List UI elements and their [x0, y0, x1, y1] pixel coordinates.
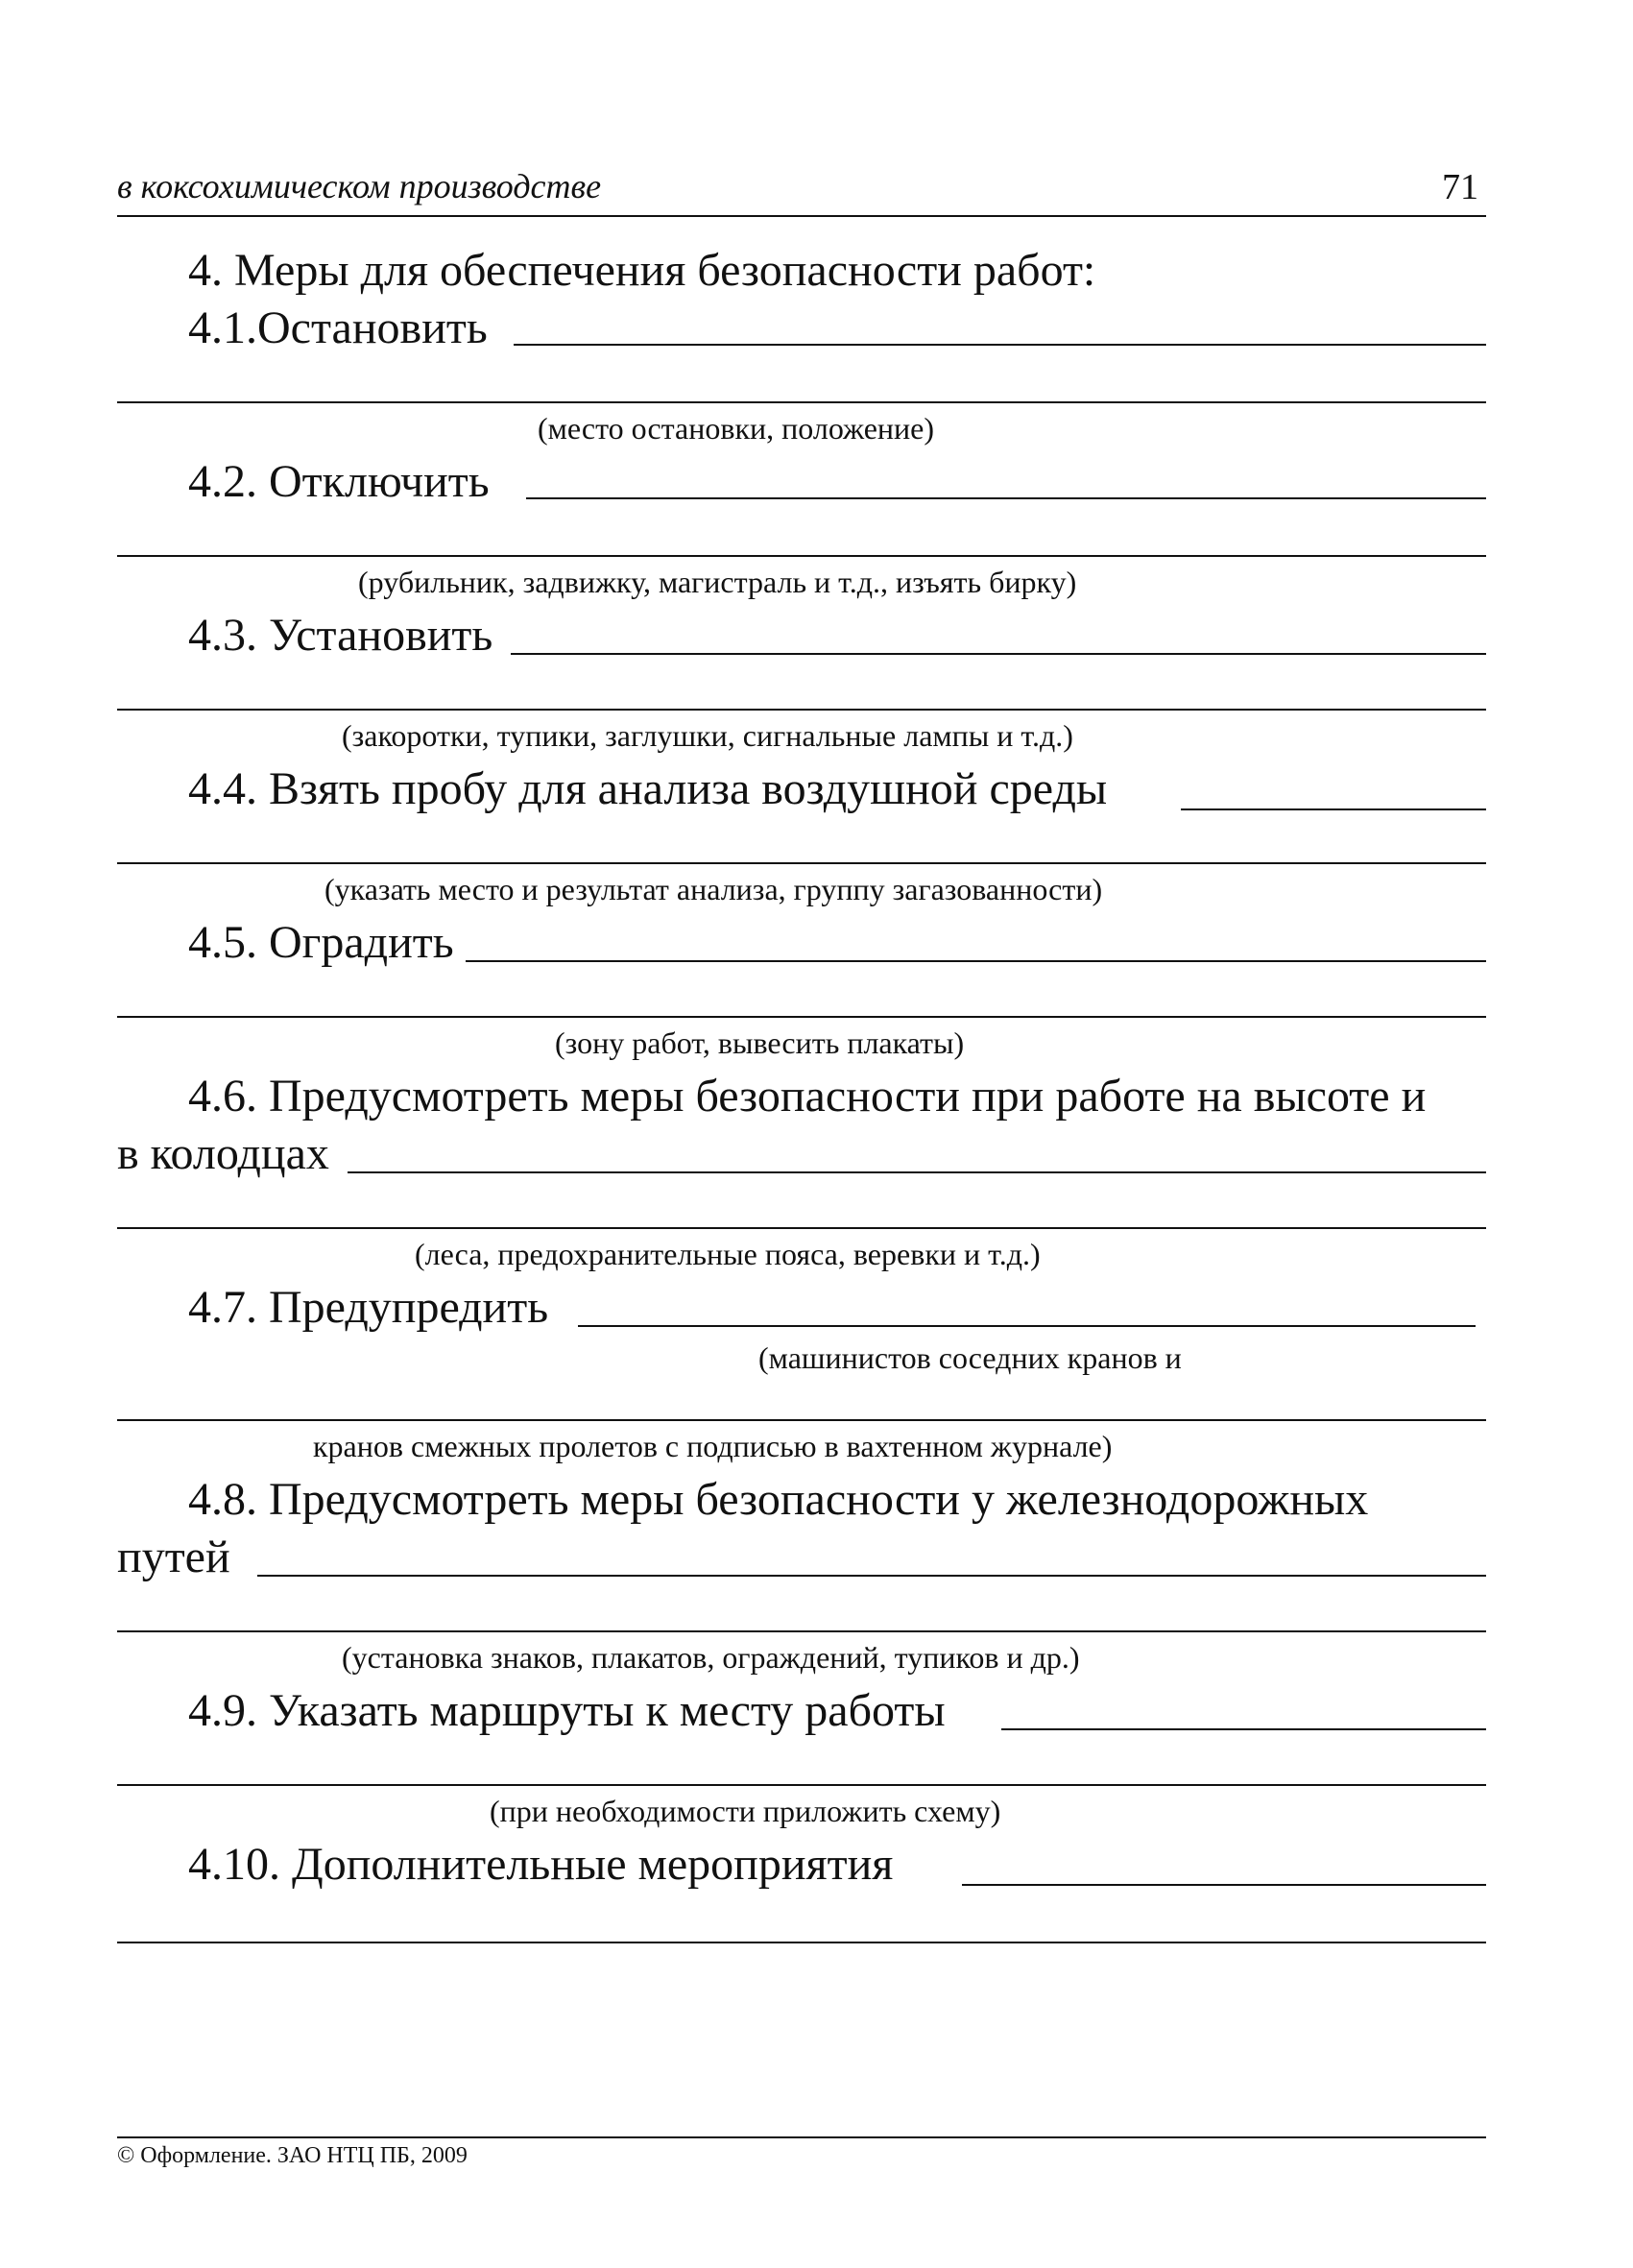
item-4-4-blank-line[interactable] — [117, 862, 1486, 864]
item-4-4-hint: (указать место и результат анализа, группу загазованности) — [324, 872, 1103, 906]
item-4-1-blank-line[interactable] — [117, 401, 1486, 403]
item-4-7-hint-line2: кранов смежных пролетов с подписью в вахтенном журнале) — [313, 1429, 1113, 1463]
item-4-9-blank-inline[interactable] — [1001, 1728, 1486, 1730]
item-4-2-label: 4.2. Отключить — [188, 456, 490, 507]
item-4-6-blank-inline[interactable] — [348, 1171, 1486, 1173]
header-rule — [117, 215, 1486, 217]
item-4-1-hint: (место остановки, положение) — [538, 411, 935, 446]
item-4-8-hint: (установка знаков, плакатов, ограждений, тупиков и др.) — [342, 1640, 1080, 1675]
item-4-6-hint: (леса, предохранительные пояса, веревки и т.д.) — [415, 1237, 1041, 1271]
item-4-1-blank-inline[interactable] — [514, 344, 1486, 346]
item-4-7-blank-line[interactable] — [117, 1419, 1486, 1421]
item-4-6-label-line2: в колодцах — [117, 1128, 329, 1179]
item-4-7-blank-inline[interactable] — [578, 1325, 1476, 1327]
item-4-3-hint: (закоротки, тупики, заглушки, сигнальные лампы и т.д.) — [342, 718, 1073, 753]
item-4-3-label: 4.3. Установить — [188, 610, 493, 661]
item-4-3-blank-inline[interactable] — [511, 653, 1486, 655]
item-4-5-blank-inline[interactable] — [466, 960, 1486, 962]
running-header-title: в коксохимическом производстве — [117, 167, 602, 205]
item-4-9-label: 4.9. Указать маршруты к месту работы — [188, 1685, 946, 1736]
page-number: 71 — [1442, 167, 1478, 207]
item-4-6-label-line1: 4.6. Предусмотреть меры безопасности при работе на высоте и — [188, 1071, 1427, 1122]
item-4-7-label: 4.7. Предупредить — [188, 1282, 549, 1333]
item-4-8-blank-inline[interactable] — [257, 1575, 1486, 1577]
item-4-7-hint-line1: (машинистов соседних кранов и — [758, 1340, 1182, 1375]
item-4-2-blank-line[interactable] — [117, 555, 1486, 557]
item-4-2-hint: (рубильник, задвижку, магистраль и т.д., изъять бирку) — [358, 565, 1077, 599]
item-4-5-hint: (зону работ, вывесить плакаты) — [555, 1025, 965, 1060]
item-4-9-blank-line[interactable] — [117, 1784, 1486, 1786]
item-4-8-label-line1: 4.8. Предусмотреть меры безопасности у железнодорожных — [188, 1474, 1369, 1525]
footer-copyright: © Оформление. ЗАО НТЦ ПБ, 2009 — [117, 2143, 468, 2168]
item-4-8-label-line2: путей — [117, 1532, 230, 1582]
footer-rule — [117, 2136, 1486, 2138]
item-4-4-blank-inline[interactable] — [1181, 808, 1486, 810]
item-4-6-blank-line[interactable] — [117, 1227, 1486, 1229]
item-4-2-blank-inline[interactable] — [526, 497, 1486, 499]
item-4-10-blank-line[interactable] — [117, 1942, 1486, 1943]
item-4-5-blank-line[interactable] — [117, 1016, 1486, 1018]
item-4-8-blank-line[interactable] — [117, 1630, 1486, 1632]
item-4-10-blank-inline[interactable] — [962, 1884, 1486, 1886]
item-4-10-label: 4.10. Дополнительные мероприятия — [188, 1839, 894, 1890]
section-title: 4. Меры для обеспечения безопасности работ: — [188, 245, 1096, 296]
item-4-1-label: 4.1.Остановить — [188, 302, 488, 353]
item-4-4-label: 4.4. Взять пробу для анализа воздушной среды — [188, 763, 1108, 814]
item-4-9-hint: (при необходимости приложить схему) — [490, 1794, 1001, 1828]
item-4-5-label: 4.5. Оградить — [188, 917, 454, 968]
item-4-3-blank-line[interactable] — [117, 709, 1486, 711]
